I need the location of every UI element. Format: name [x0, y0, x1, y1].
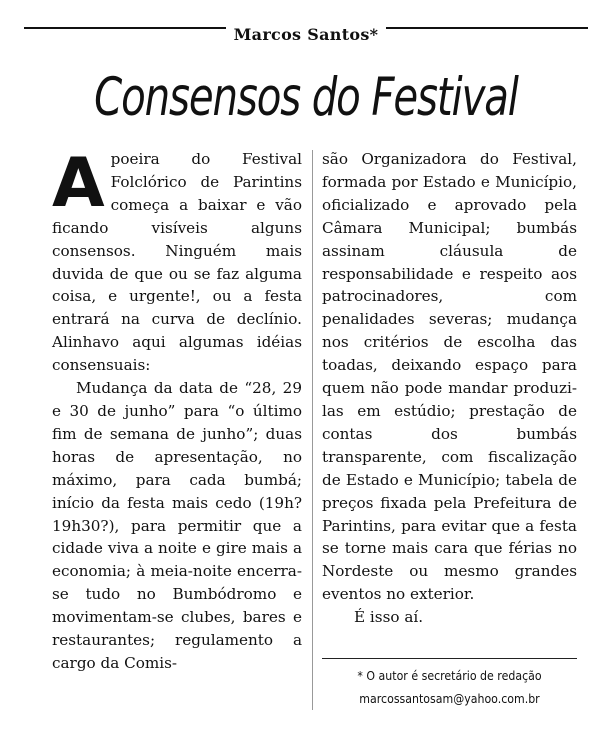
lead-text: poeira do Festival Folclórico de Parintins começa a baixar e vão ficando visíveis alguns consensos. Ninguém mais duvida de que ou se faz alguma coisa, e urgente!, ou a festa entrará na curva de declínio. Alinhavo aqui algumas idéias consensuais:	[52, 150, 302, 375]
lead-paragraph	[52, 144, 302, 377]
drop-cap: A	[52, 144, 105, 223]
paragraph-2-left: Mudança da data de “28, 29 e 30 de junho” para “o último fim de semana de junho”; duas horas de apresentação, no máximo, para cada bumbá; início da festa mais cedo (19h? 19h30?), para permitir que a cidade viva a noite e gire mais a economia; à meia-noite encerra-se tudo no Bumbódromo e movimentam-se clubes, bares e restaurantes; regulamento a cargo da Comis-	[52, 379, 302, 672]
byline	[0, 25, 612, 44]
column-divider	[312, 150, 313, 710]
headline: Consensos do Festival	[94, 67, 518, 128]
author-note: * O autor é secretário de redação	[357, 668, 542, 683]
paragraph-2-right: são Organizadora do Festival, formada por Estado e Município, oficializado e aprovado pela Câmara Municipal; bumbás assinam cláusula de responsabilidade e respeito aos patrocinadores, com penalidades severas; mudança nos critérios de escolha das toadas, deixando espaço para quem não pode mandar produzi-las em estúdio; prestação de contas dos bumbás transparente, com fiscalização de Estado e Município; tabela de preços fixada pela Prefeitura de Parintins, para evitar que a festa se torne mais cara que férias no Nordeste ou mesmo grandes eventos no exterior.	[322, 150, 577, 604]
author-name: Marcos Santos*	[226, 25, 387, 44]
article-column-left	[52, 144, 302, 675]
author-email[interactable]: marcossantosam@yahoo.com.br	[359, 691, 540, 706]
signoff: É isso aí.	[354, 608, 424, 627]
author-footnote	[322, 664, 577, 710]
article-column-right	[322, 148, 577, 629]
footnote-rule	[322, 658, 577, 659]
